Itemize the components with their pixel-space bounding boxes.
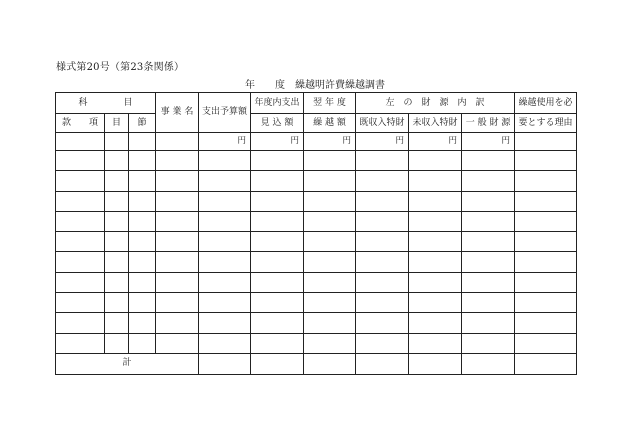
entry-cell[interactable]: [462, 171, 515, 191]
total-cell[interactable]: [199, 353, 251, 374]
header-riyuu-1: 繰越使用を必: [515, 93, 577, 114]
entry-cell[interactable]: [199, 211, 251, 231]
entry-cell[interactable]: [105, 333, 129, 353]
carryover-table: [55, 92, 577, 375]
entry-cell[interactable]: [462, 313, 515, 333]
entry-cell[interactable]: [129, 272, 156, 292]
entry-cell[interactable]: [462, 191, 515, 211]
entry-cell[interactable]: [105, 252, 129, 272]
unit-cell: [129, 133, 156, 151]
header-kamoku: 科 目: [56, 93, 156, 114]
entry-cell[interactable]: [156, 293, 199, 313]
unit-cell: [56, 133, 105, 151]
entry-cell[interactable]: [251, 232, 304, 252]
entry-cell[interactable]: [409, 211, 462, 231]
entry-cell[interactable]: [56, 232, 105, 252]
header-jigyo-mei: 事 業 名: [156, 93, 199, 133]
header-yokunendo-1: 翌 年 度: [304, 93, 356, 114]
entry-cell[interactable]: [356, 252, 409, 272]
unit-yen-nendonai: 円: [251, 133, 304, 151]
table-row: [56, 272, 577, 292]
header-shishutsu-yosan: 支出予算額: [199, 93, 251, 133]
entry-cell[interactable]: [56, 293, 105, 313]
entry-cell[interactable]: [462, 151, 515, 171]
entry-cell[interactable]: [356, 313, 409, 333]
entry-cell[interactable]: [105, 313, 129, 333]
entry-cell[interactable]: [515, 232, 577, 252]
entry-cell[interactable]: [409, 151, 462, 171]
entry-cell[interactable]: [409, 191, 462, 211]
entry-cell[interactable]: [515, 252, 577, 272]
total-cell[interactable]: [409, 353, 462, 374]
entry-cell[interactable]: [129, 211, 156, 231]
header-ippan: 一 般 財 源: [462, 114, 515, 133]
entry-cell[interactable]: [199, 151, 251, 171]
entry-cell[interactable]: [304, 171, 356, 191]
entry-cell[interactable]: [156, 191, 199, 211]
entry-cell[interactable]: [304, 272, 356, 292]
table-row: [56, 313, 577, 333]
entry-cell[interactable]: [304, 232, 356, 252]
entry-cell[interactable]: [129, 313, 156, 333]
unit-yen-kishuu: 円: [356, 133, 409, 151]
entry-cell[interactable]: [356, 232, 409, 252]
table-row: [56, 252, 577, 272]
entry-cell[interactable]: [56, 151, 105, 171]
header-nendonai-2: 見 込 額: [251, 114, 304, 133]
entry-cell[interactable]: [129, 252, 156, 272]
entry-cell[interactable]: [251, 313, 304, 333]
entry-cell[interactable]: [304, 191, 356, 211]
entry-cell[interactable]: [156, 151, 199, 171]
entry-cell[interactable]: [304, 313, 356, 333]
entry-cell[interactable]: [304, 151, 356, 171]
entry-cell[interactable]: [515, 313, 577, 333]
header-riyuu-2: 要とする理由: [515, 114, 577, 133]
unit-yen-mishuu: 円: [409, 133, 462, 151]
entry-cell[interactable]: [356, 293, 409, 313]
entry-cell[interactable]: [462, 333, 515, 353]
entry-cell[interactable]: [409, 252, 462, 272]
unit-cell: [105, 133, 129, 151]
entry-cell[interactable]: [129, 151, 156, 171]
unit-yen-yokunendo: 円: [304, 133, 356, 151]
form-title: 年 度 繰越明許費繰越調書: [245, 80, 385, 91]
entry-cell[interactable]: [199, 232, 251, 252]
entry-cell[interactable]: [515, 191, 577, 211]
total-cell[interactable]: [515, 353, 577, 374]
header-yokunendo-2: 繰 越 額: [304, 114, 356, 133]
unit-cell: [156, 133, 199, 151]
entry-cell[interactable]: [515, 272, 577, 292]
entry-cell[interactable]: [129, 191, 156, 211]
entry-cell[interactable]: [356, 151, 409, 171]
entry-cell[interactable]: [462, 211, 515, 231]
entry-cell[interactable]: [251, 191, 304, 211]
entry-cell[interactable]: [56, 272, 105, 292]
entry-cell[interactable]: [156, 171, 199, 191]
entry-cell[interactable]: [356, 333, 409, 353]
entry-cell[interactable]: [409, 272, 462, 292]
entry-cell[interactable]: [129, 293, 156, 313]
entry-cell[interactable]: [156, 211, 199, 231]
header-kishuu: 既収入特財: [356, 114, 409, 133]
unit-cell: [515, 133, 577, 151]
entry-cell[interactable]: [462, 232, 515, 252]
entry-cell[interactable]: [251, 151, 304, 171]
entry-cell[interactable]: [105, 293, 129, 313]
entry-cell[interactable]: [515, 151, 577, 171]
entry-cell[interactable]: [251, 252, 304, 272]
form-number-label: 様式第20号（第23条関係）: [56, 62, 185, 73]
entry-cell[interactable]: [304, 211, 356, 231]
entry-cell[interactable]: [56, 313, 105, 333]
entry-cell[interactable]: [409, 293, 462, 313]
entry-cell[interactable]: [515, 171, 577, 191]
entry-cell[interactable]: [409, 232, 462, 252]
table-row: [56, 151, 577, 171]
table-row: [56, 191, 577, 211]
entry-cell[interactable]: [56, 252, 105, 272]
entry-cell[interactable]: [105, 272, 129, 292]
total-cell[interactable]: [462, 353, 515, 374]
table-row: [56, 171, 577, 191]
entry-cell[interactable]: [251, 211, 304, 231]
total-label: 計: [56, 353, 199, 374]
header-zaigen: 左 の 財 源 内 訳: [356, 93, 515, 114]
entry-cell[interactable]: [105, 191, 129, 211]
entry-cell[interactable]: [409, 333, 462, 353]
entry-cell[interactable]: [156, 272, 199, 292]
table-row: [56, 333, 577, 353]
entry-cell[interactable]: [105, 211, 129, 231]
table-row: [56, 293, 577, 313]
entry-cell[interactable]: [199, 171, 251, 191]
entry-cell[interactable]: [462, 293, 515, 313]
entry-cell[interactable]: [105, 232, 129, 252]
entry-cell[interactable]: [199, 293, 251, 313]
entry-cell[interactable]: [462, 272, 515, 292]
total-cell[interactable]: [251, 353, 304, 374]
entry-cell[interactable]: [515, 333, 577, 353]
total-cell[interactable]: [356, 353, 409, 374]
entry-cell[interactable]: [409, 313, 462, 333]
data-rows: [56, 151, 577, 354]
entry-cell[interactable]: [409, 171, 462, 191]
entry-cell[interactable]: [56, 333, 105, 353]
entry-cell[interactable]: [515, 211, 577, 231]
entry-cell[interactable]: [251, 333, 304, 353]
header-moku: 目: [105, 114, 129, 133]
entry-cell[interactable]: [199, 252, 251, 272]
entry-cell[interactable]: [199, 313, 251, 333]
entry-cell[interactable]: [356, 272, 409, 292]
entry-cell[interactable]: [129, 232, 156, 252]
header-kan-kou: 款 項: [56, 114, 105, 133]
unit-yen-shishutsu: 円: [199, 133, 251, 151]
entry-cell[interactable]: [304, 252, 356, 272]
table-row: [56, 232, 577, 252]
entry-cell[interactable]: [251, 171, 304, 191]
entry-cell[interactable]: [251, 293, 304, 313]
entry-cell[interactable]: [304, 333, 356, 353]
entry-cell[interactable]: [56, 211, 105, 231]
entry-cell[interactable]: [356, 171, 409, 191]
entry-cell[interactable]: [515, 293, 577, 313]
header-nendonai-1: 年度内支出: [251, 93, 304, 114]
entry-cell[interactable]: [156, 333, 199, 353]
header-setsu: 節: [129, 114, 156, 133]
entry-cell[interactable]: [356, 211, 409, 231]
entry-cell[interactable]: [304, 293, 356, 313]
entry-cell[interactable]: [199, 272, 251, 292]
entry-cell[interactable]: [156, 313, 199, 333]
header-mishuu: 未収入特財: [409, 114, 462, 133]
entry-cell[interactable]: [105, 171, 129, 191]
entry-cell[interactable]: [156, 252, 199, 272]
unit-yen-ippan: 円: [462, 133, 515, 151]
entry-cell[interactable]: [251, 272, 304, 292]
entry-cell[interactable]: [129, 171, 156, 191]
entry-cell[interactable]: [105, 151, 129, 171]
entry-cell[interactable]: [129, 333, 156, 353]
entry-cell[interactable]: [199, 333, 251, 353]
table-row: [56, 211, 577, 231]
entry-cell[interactable]: [462, 252, 515, 272]
entry-cell[interactable]: [56, 171, 105, 191]
entry-cell[interactable]: [56, 191, 105, 211]
entry-cell[interactable]: [156, 232, 199, 252]
entry-cell[interactable]: [199, 191, 251, 211]
total-cell[interactable]: [304, 353, 356, 374]
entry-cell[interactable]: [356, 191, 409, 211]
